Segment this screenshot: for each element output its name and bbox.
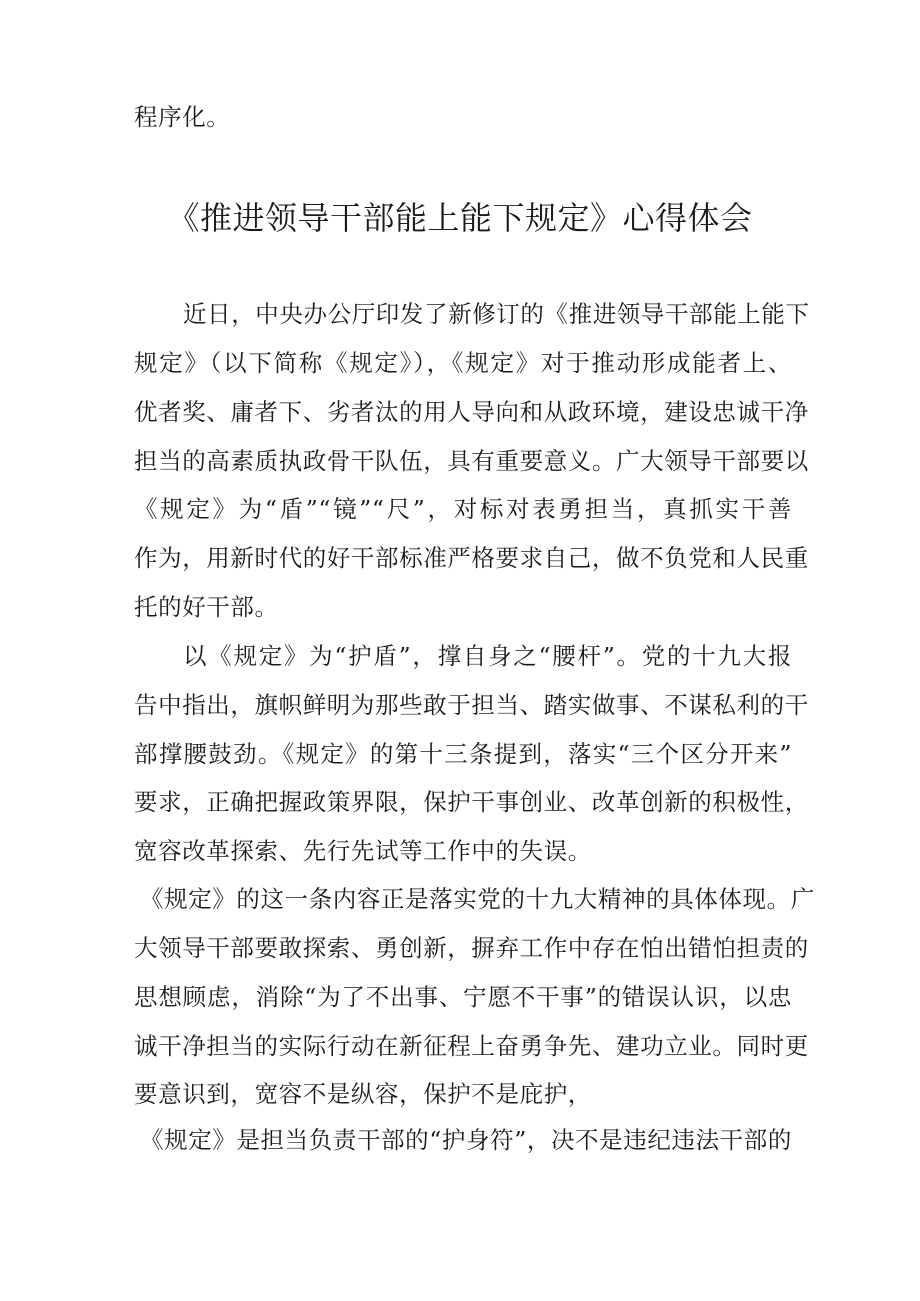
paragraph-line: 优者奖、庸者下、劣者汰的用人导向和从政环境，建设忠诚干净 [134,398,809,426]
paragraph-line: 诚干净担当的实际行动在新征程上奋勇争先、建功立业。同时更 [134,1032,809,1060]
lead-line: 程序化。 [134,103,231,131]
paragraph-line: 告中指出，旗帜鲜明为那些敢于担当、踏实做事、不谋私利的干 [134,691,809,719]
paragraph-line: 要求，正确把握政策界限，保护干事创业、改革创新的积极性， [134,788,809,816]
paragraph-line: 《规定》是担当负责干部的“护身符”，决不是违纪违法干部的 [140,1126,792,1154]
page-title: 《推进领导干部能上能下规定》心得体会 [167,199,753,237]
paragraph-line: 规定》（以下简称《规定》），《规定》对于推动形成能者上、 [134,349,792,377]
paragraph-line: 《规定》的这一条内容正是落实党的十九大精神的具体体现。广 [140,885,815,913]
paragraph-line: 近日，中央办公厅印发了新修订的《推进领导干部能上能下 [183,300,810,328]
paragraph-line: 以《规定》为“护盾”，撑自身之“腰杆”。党的十九大报 [183,642,792,670]
paragraph-line: 《规定》为“盾”“镜”“尺”，对标对表勇担当，真抓实干善 [134,495,792,523]
paragraph-line: 宽容改革探索、先行先试等工作中的失误。 [134,837,592,865]
paragraph-line: 担当的高素质执政骨干队伍，具有重要意义。广大领导干部要以 [134,447,809,475]
paragraph-line: 部撑腰鼓劲。《规定》的第十三条提到，落实“三个区分开来” [134,740,792,768]
paragraph-line: 思想顾虑，消除“为了不出事、宁愿不干事”的错误认识，以忠 [134,983,792,1011]
paragraph-line: 作为，用新时代的好干部标准严格要求自己，做不负党和人民重 [134,544,809,572]
paragraph-line: 要意识到，宽容不是纵容，保护不是庇护， [134,1080,592,1108]
paragraph-line: 托的好干部。 [134,593,279,621]
paragraph-line: 大领导干部要敢探索、勇创新，摒弃工作中存在怕出错怕担责的 [134,934,809,962]
